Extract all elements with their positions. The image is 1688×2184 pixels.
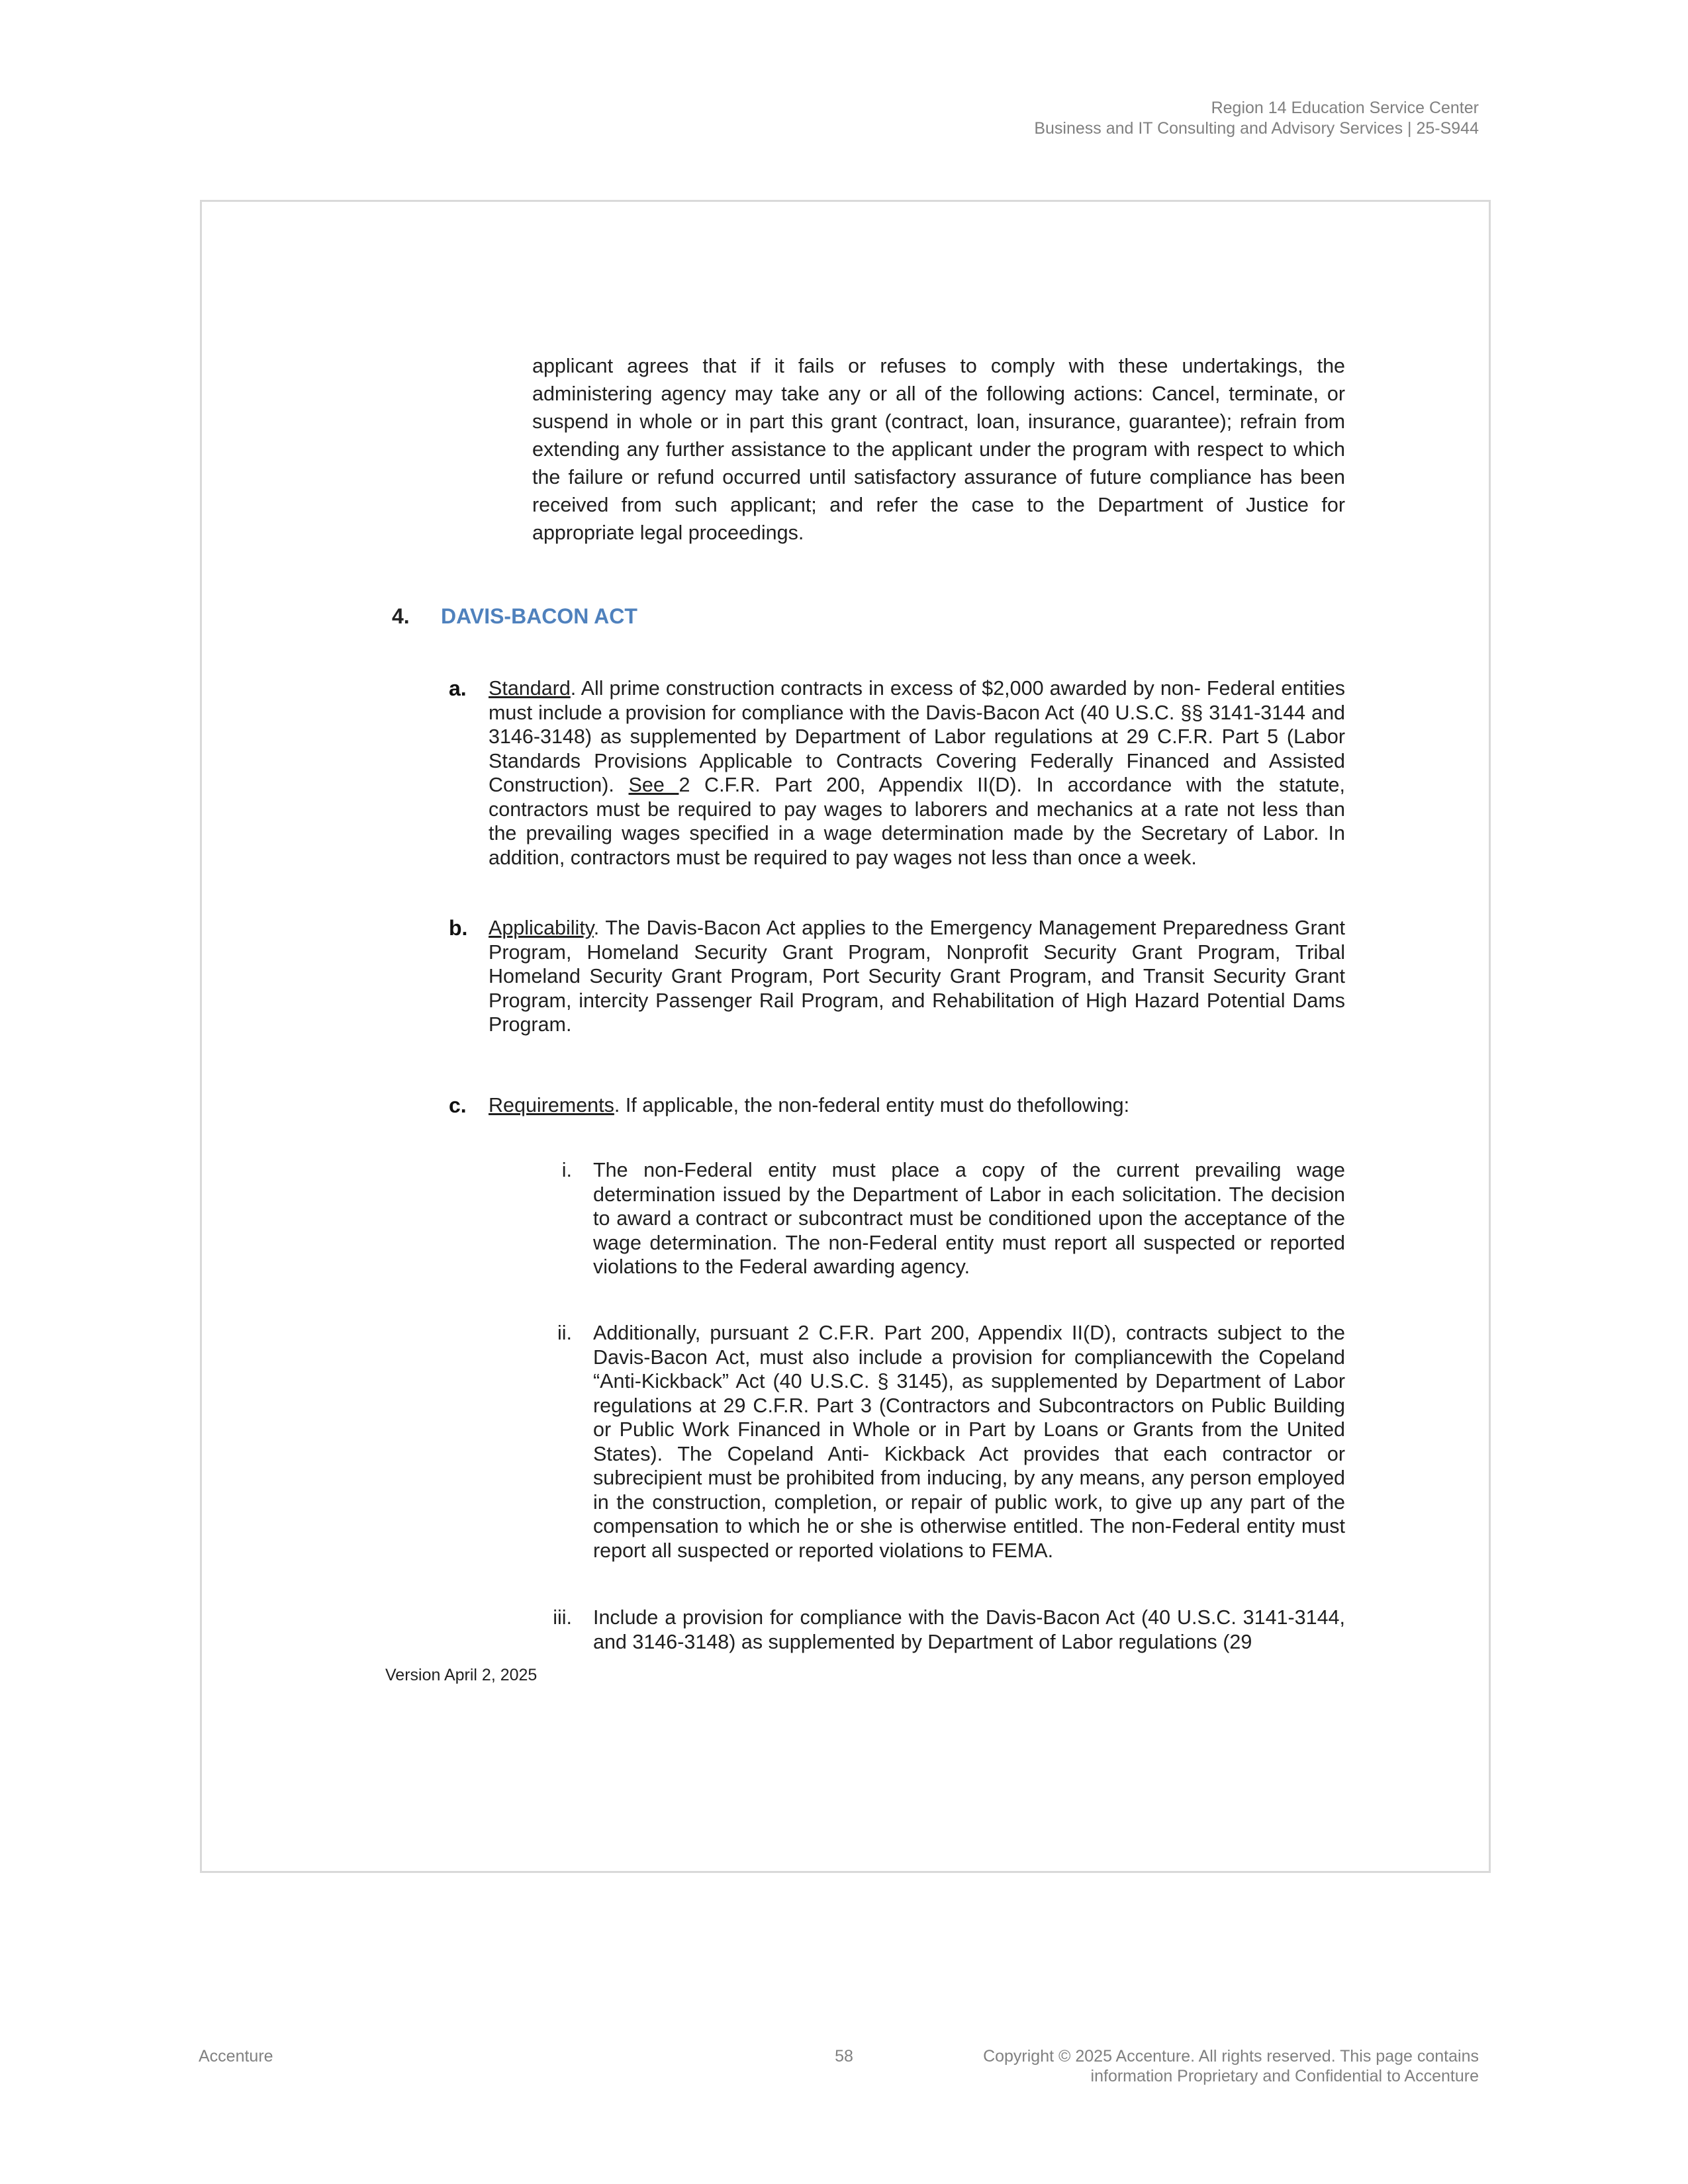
header-project: Business and IT Consulting and Advisory Services | 25-S944 xyxy=(1034,119,1479,138)
footer-company: Accenture xyxy=(199,2047,273,2066)
item-a-heading: Standard xyxy=(489,677,571,700)
item-b-label: b. xyxy=(449,916,468,940)
section-title: DAVIS-BACON ACT xyxy=(441,604,637,628)
intro-paragraph: applicant agrees that if it fails or refuses to comply with these undertakings, the administering agency may take any or all of the following actions: Cancel, terminate, or suspend in whole or in part this grant (contract, loan, insurance, guarantee); refrain from extending any further assistance to the applicant under the program with respect to which the failure or refund occurred until satisfactory assurance of future compliance has been received from such applicant; and refer the case to the Department of Justice for appropriate legal proceedings. xyxy=(532,355,1345,544)
footer-copyright-line-2: information Proprietary and Confidential to Accenture xyxy=(1090,2067,1479,2085)
header-org: Region 14 Education Service Center xyxy=(1211,99,1479,117)
footer-copyright-line-1: Copyright © 2025 Accenture. All rights reserved. This page contains xyxy=(983,2047,1479,2066)
item-c-paragraph xyxy=(489,1093,1345,1118)
item-a-paragraph xyxy=(489,676,1345,870)
item-c-heading: Requirements xyxy=(489,1094,614,1116)
sub-i-label: i. xyxy=(561,1159,572,1181)
item-b-paragraph xyxy=(489,916,1345,1037)
item-b-text: . The Davis-Bacon Act applies to the Emergency Management Preparedness Grant Program, Homeland Security Grant Program, Nonprofit Security Grant Program, Tribal Homeland Security Grant Program, Port Security Grant Program, and Transit Security Grant Program, intercity Passenger Rail Program, and Rehabilitation of High Hazard Potential Dams Program. xyxy=(489,917,1345,1036)
sub-i-paragraph: The non-Federal entity must place a copy of the current prevailing wage determination issued by the Department of Labor in each solicitation. The decision to award a contract or subcontract must be conditioned upon the acceptance of the wage determination. The non-Federal entity must report all suspected or reported violations to the Federal awarding agency. xyxy=(593,1159,1345,1278)
footer-page-number: 58 xyxy=(835,2047,853,2066)
item-c-text: . If applicable, the non-federal entity must do thefollowing: xyxy=(614,1094,1130,1116)
item-c-label: c. xyxy=(449,1093,467,1117)
sub-iii-paragraph: Include a provision for compliance with the Davis-Bacon Act (40 U.S.C. 3141-3144, and 3146-3148) as supplemented by Department of Labor regulations (29 xyxy=(593,1606,1345,1653)
item-a-text-2: 2 C.F.R. Part 200, Appendix II(D). In accordance with the statute, contractors must be required to pay wages to laborers and mechanics at a rate not less than the prevailing wages specified in a wage determination made by the Secretary of Labor. In addition, contractors must be required to pay wages not less than once a week. xyxy=(489,774,1345,869)
sub-ii-label: ii. xyxy=(557,1322,572,1344)
item-a-label: a. xyxy=(449,676,467,700)
item-b-heading: Applicability xyxy=(489,917,594,939)
section-number: 4. xyxy=(392,604,410,628)
sub-ii-paragraph: Additionally, pursuant 2 C.F.R. Part 200, Appendix II(D), contracts subject to the Davis-Bacon Act, must also include a provision for compliancewith the Copeland “Anti-Kickback” Act (40 U.S.C. § 3145), as supplemented by Department of Labor regulations at 29 C.F.R. Part 3 (Contractors and Subcontractors on Public Building or Public Work Financed in Whole or in Part by Loans or Grants from the United States). The Copeland Anti- Kickback Act provides that each contractor or subrecipient must be prohibited from inducing, by any means, any person employed in the construction, completion, or repair of public work, to give up any part of the compensation to which he or she is otherwise entitled. The non-Federal entity must report all suspected or reported violations to FEMA. xyxy=(593,1322,1345,1562)
footer-copyright xyxy=(983,2046,1479,2086)
page-header xyxy=(1034,98,1479,139)
item-a-text-1: . All prime construction contracts in excess of $2,000 awarded by non- Federal entities must include a provision for compliance with the Davis-Bacon Act (40 U.S.C. §§ 3141-3144 and 3146-3148) as supplemented by Department of Labor regulations at 29 C.F.R. Part 5 (Labor Standards Provisions Applicable to Contracts Covering Federally Financed and Assisted Construction). xyxy=(489,677,1345,796)
sub-iii-label: iii. xyxy=(553,1606,572,1629)
version-label: Version April 2, 2025 xyxy=(385,1666,538,1684)
item-a-see: See xyxy=(628,774,679,796)
